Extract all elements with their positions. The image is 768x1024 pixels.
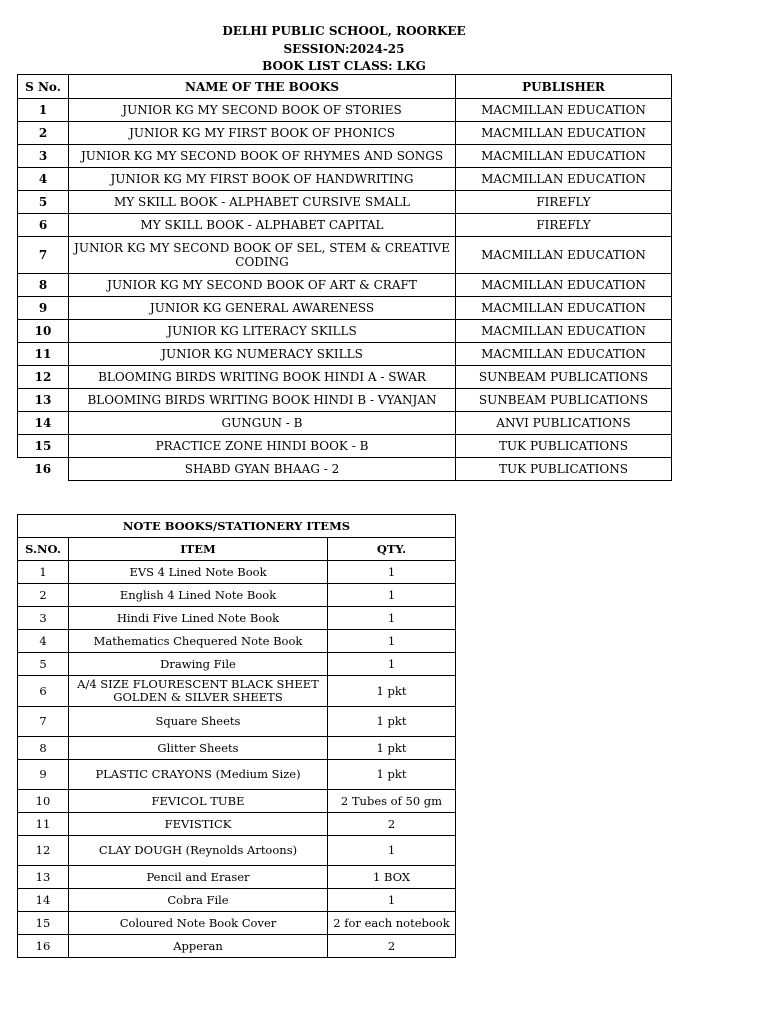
cell-item: EVS 4 Lined Note Book — [69, 561, 328, 584]
cell-item-text: A/4 SIZE FLOURESCENT BLACK SHEET GOLDEN & SILVER SHEETS — [77, 677, 319, 704]
table-row — [18, 343, 672, 366]
stationery-title: NOTE BOOKS/STATIONERY ITEMS — [18, 515, 456, 538]
table-header-row — [18, 75, 672, 99]
cell-qty: 1 BOX — [328, 866, 456, 889]
table-row — [18, 836, 456, 866]
table-row — [18, 99, 672, 122]
cell-sno: 7 — [18, 237, 69, 274]
cell-sno: 8 — [18, 274, 69, 297]
cell-sno: 3 — [18, 607, 69, 630]
table-row — [18, 707, 456, 737]
column-header-item: ITEM — [69, 538, 328, 561]
cell-qty: 2 — [328, 813, 456, 836]
cell-sno: 13 — [18, 389, 69, 412]
cell-sno: 1 — [18, 99, 69, 122]
cell-publisher: MACMILLAN EDUCATION — [456, 237, 672, 274]
column-header-sno: S No. — [18, 75, 69, 99]
cell-qty: 1 — [328, 561, 456, 584]
cell-book-name: JUNIOR KG MY SECOND BOOK OF SEL, STEM & CREATIVE CODING — [69, 237, 456, 274]
cell-publisher: MACMILLAN EDUCATION — [456, 297, 672, 320]
cell-sno: 15 — [18, 912, 69, 935]
cell-sno: 12 — [18, 836, 69, 866]
table-row — [18, 935, 456, 958]
table-row — [18, 561, 456, 584]
table-row — [18, 366, 672, 389]
table-row — [18, 737, 456, 760]
table-row — [18, 412, 672, 435]
cell-publisher: MACMILLAN EDUCATION — [456, 320, 672, 343]
cell-sno: 2 — [18, 584, 69, 607]
cell-qty: 2 Tubes of 50 gm — [328, 790, 456, 813]
cell-publisher: MACMILLAN EDUCATION — [456, 274, 672, 297]
cell-publisher: SUNBEAM PUBLICATIONS — [456, 389, 672, 412]
table-row — [18, 145, 672, 168]
cell-sno: 16 — [18, 935, 69, 958]
column-header-qty: QTY. — [328, 538, 456, 561]
cell-qty: 2 — [328, 935, 456, 958]
cell-qty: 1 pkt — [328, 676, 456, 707]
cell-publisher: MACMILLAN EDUCATION — [456, 343, 672, 366]
cell-publisher: MACMILLAN EDUCATION — [456, 99, 672, 122]
table-row — [18, 813, 456, 836]
cell-item: FEVISTICK — [69, 813, 328, 836]
table-row — [18, 607, 456, 630]
cell-sno: 3 — [18, 145, 69, 168]
cell-sno: 4 — [18, 630, 69, 653]
cell-sno: 5 — [18, 191, 69, 214]
cell-item: CLAY DOUGH (Reynolds Artoons) — [69, 836, 328, 866]
cell-publisher: MACMILLAN EDUCATION — [456, 145, 672, 168]
book-list-table — [17, 74, 672, 481]
column-header-sno: S.NO. — [18, 538, 69, 561]
table-row — [18, 237, 672, 274]
cell-item: Square Sheets — [69, 707, 328, 737]
cell-qty: 1 — [328, 836, 456, 866]
cell-book-name: JUNIOR KG MY SECOND BOOK OF STORIES — [69, 99, 456, 122]
table-row — [18, 122, 672, 145]
cell-item: Glitter Sheets — [69, 737, 328, 760]
cell-item: Apperan — [69, 935, 328, 958]
cell-publisher: SUNBEAM PUBLICATIONS — [456, 366, 672, 389]
cell-book-name: JUNIOR KG GENERAL AWARENESS — [69, 297, 456, 320]
column-header-book-name: NAME OF THE BOOKS — [69, 75, 456, 99]
table-row — [18, 676, 456, 707]
cell-sno: 6 — [18, 676, 69, 707]
book-list-title: BOOK LIST CLASS: LKG — [262, 59, 426, 73]
cell-book-name: MY SKILL BOOK - ALPHABET CURSIVE SMALL — [69, 191, 456, 214]
table-row — [18, 435, 672, 458]
cell-sno: 6 — [18, 214, 69, 237]
cell-book-name: GUNGUN - B — [69, 412, 456, 435]
cell-item — [69, 676, 328, 707]
cell-book-name: JUNIOR KG MY SECOND BOOK OF ART & CRAFT — [69, 274, 456, 297]
table-row — [18, 297, 672, 320]
cell-sno: 5 — [18, 653, 69, 676]
cell-item: Mathematics Chequered Note Book — [69, 630, 328, 653]
cell-book-name: JUNIOR KG MY SECOND BOOK OF RHYMES AND SONGS — [69, 145, 456, 168]
stationery-table — [17, 514, 456, 958]
cell-sno: 9 — [18, 760, 69, 790]
cell-book-name: SHABD GYAN BHAAG - 2 — [69, 458, 456, 481]
cell-qty: 1 pkt — [328, 737, 456, 760]
table-row — [18, 274, 672, 297]
cell-publisher: TUK PUBLICATIONS — [456, 435, 672, 458]
table-row — [18, 653, 456, 676]
cell-publisher: MACMILLAN EDUCATION — [456, 168, 672, 191]
cell-sno: 14 — [18, 889, 69, 912]
table-row — [18, 912, 456, 935]
table-header-row — [18, 538, 456, 561]
table-row — [18, 790, 456, 813]
cell-qty: 1 — [328, 607, 456, 630]
cell-qty: 1 pkt — [328, 707, 456, 737]
cell-book-name: PRACTICE ZONE HINDI BOOK - B — [69, 435, 456, 458]
cell-publisher: MACMILLAN EDUCATION — [456, 122, 672, 145]
cell-item: Coloured Note Book Cover — [69, 912, 328, 935]
cell-qty: 1 — [328, 584, 456, 607]
cell-qty: 1 — [328, 653, 456, 676]
cell-item: Hindi Five Lined Note Book — [69, 607, 328, 630]
cell-sno: 10 — [18, 320, 69, 343]
cell-item: Drawing File — [69, 653, 328, 676]
column-header-publisher: PUBLISHER — [456, 75, 672, 99]
cell-item: FEVICOL TUBE — [69, 790, 328, 813]
cell-sno: 4 — [18, 168, 69, 191]
cell-sno: 1 — [18, 561, 69, 584]
cell-book-name: JUNIOR KG MY FIRST BOOK OF HANDWRITING — [69, 168, 456, 191]
table-row — [18, 760, 456, 790]
cell-publisher: ANVI PUBLICATIONS — [456, 412, 672, 435]
cell-sno: 14 — [18, 412, 69, 435]
table-row — [18, 458, 672, 481]
stationery-title-row — [18, 515, 456, 538]
cell-sno: 9 — [18, 297, 69, 320]
cell-sno: 8 — [18, 737, 69, 760]
cell-book-name: JUNIOR KG NUMERACY SKILLS — [69, 343, 456, 366]
session-label: SESSION:2024-25 — [283, 42, 405, 56]
cell-publisher: FIREFLY — [456, 191, 672, 214]
cell-qty: 1 — [328, 889, 456, 912]
cell-sno: 13 — [18, 866, 69, 889]
cell-qty: 2 for each notebook — [328, 912, 456, 935]
cell-book-name: MY SKILL BOOK - ALPHABET CAPITAL — [69, 214, 456, 237]
cell-book-name: BLOOMING BIRDS WRITING BOOK HINDI A - SWAR — [69, 366, 456, 389]
cell-item: English 4 Lined Note Book — [69, 584, 328, 607]
cell-item: PLASTIC CRAYONS (Medium Size) — [69, 760, 328, 790]
cell-sno: 2 — [18, 122, 69, 145]
cell-item: Cobra File — [69, 889, 328, 912]
cell-sno: 12 — [18, 366, 69, 389]
cell-item: Pencil and Eraser — [69, 866, 328, 889]
cell-sno: 10 — [18, 790, 69, 813]
table-row — [18, 214, 672, 237]
table-row — [18, 168, 672, 191]
table-row — [18, 584, 456, 607]
table-row — [18, 389, 672, 412]
table-row — [18, 889, 456, 912]
table-row — [18, 191, 672, 214]
table-row — [18, 320, 672, 343]
table-row — [18, 866, 456, 889]
cell-sno: 16 — [18, 458, 69, 481]
cell-qty: 1 — [328, 630, 456, 653]
cell-sno: 15 — [18, 435, 69, 458]
cell-sno: 11 — [18, 343, 69, 366]
cell-qty: 1 pkt — [328, 760, 456, 790]
cell-sno: 7 — [18, 707, 69, 737]
table-row — [18, 630, 456, 653]
cell-book-name: JUNIOR KG LITERACY SKILLS — [69, 320, 456, 343]
school-name: DELHI PUBLIC SCHOOL, ROORKEE — [222, 24, 466, 38]
cell-book-name: JUNIOR KG MY FIRST BOOK OF PHONICS — [69, 122, 456, 145]
cell-publisher: TUK PUBLICATIONS — [456, 458, 672, 481]
cell-publisher: FIREFLY — [456, 214, 672, 237]
cell-book-name: BLOOMING BIRDS WRITING BOOK HINDI B - VYANJAN — [69, 389, 456, 412]
cell-sno: 11 — [18, 813, 69, 836]
